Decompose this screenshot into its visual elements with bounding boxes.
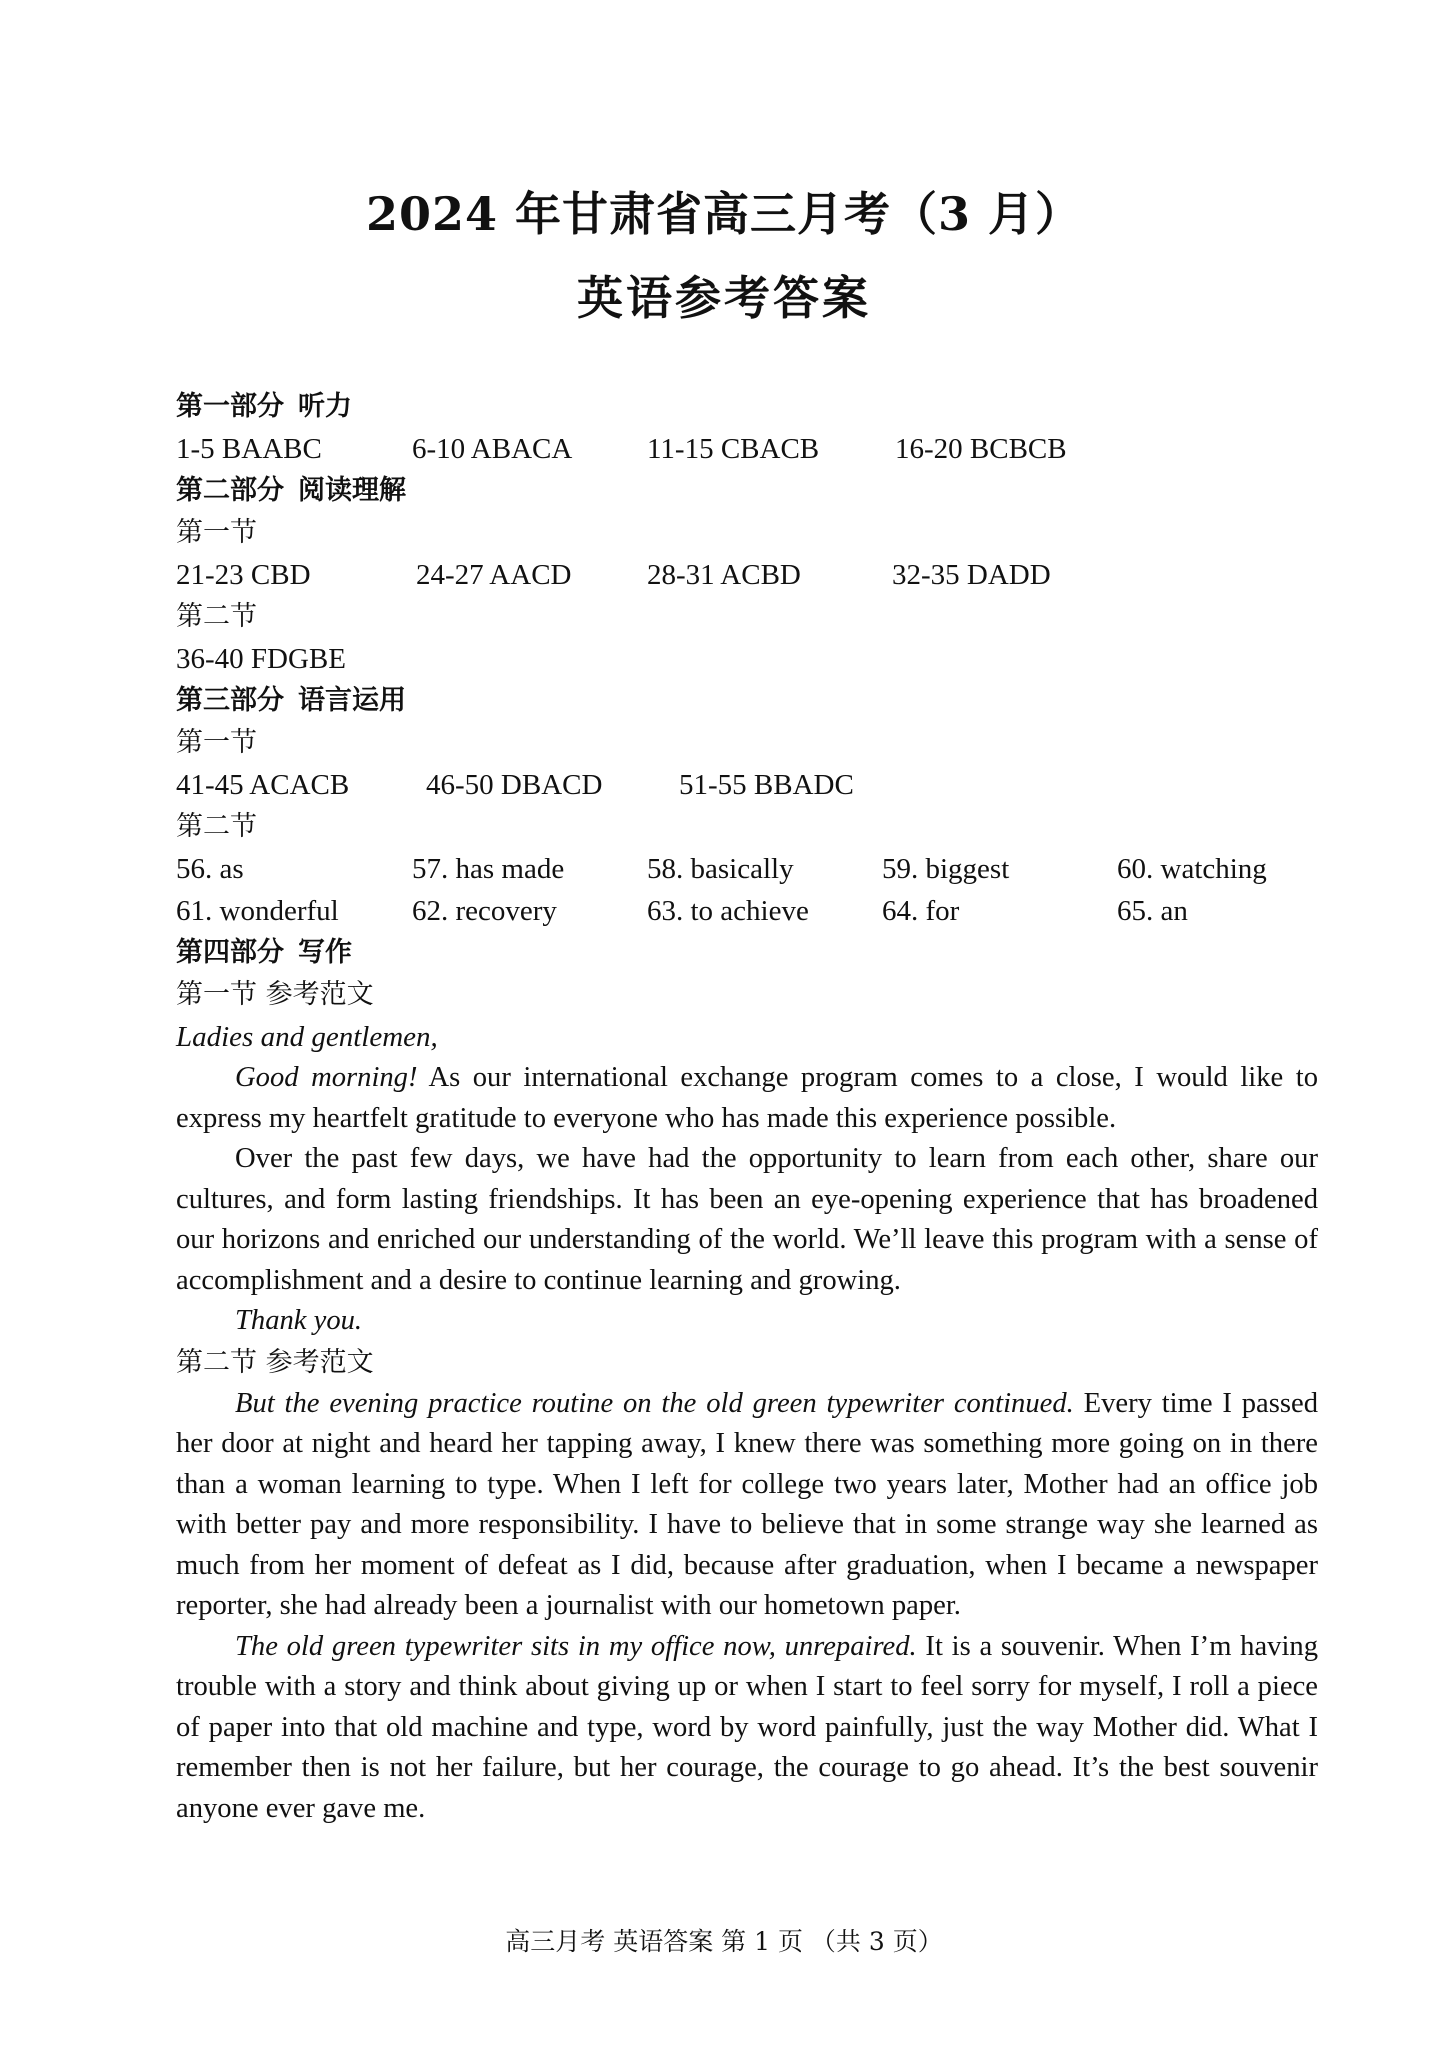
answer-item: 59. biggest xyxy=(882,853,1010,885)
answer-content xyxy=(176,386,1318,1829)
part2-section2-answers: 36-40 FDGBE xyxy=(176,643,346,675)
part2-heading: 第二部分 阅读理解 xyxy=(176,475,406,506)
answer-item: 60. watching xyxy=(1117,853,1267,885)
answer-item: 58. basically xyxy=(647,853,794,885)
answer-group: 6-10 ABACA xyxy=(412,433,573,465)
part3-section1-answers xyxy=(176,764,1318,806)
answer-group: 28-31 ACBD xyxy=(647,559,801,591)
part2-section2-label: 第二节 xyxy=(176,601,257,632)
answer-item: 63. to achieve xyxy=(647,895,809,927)
answer-group: 51-55 BBADC xyxy=(679,769,854,801)
essay2-paragraph1: But the evening practice routine on the old green typewriter continued. Every time I passed her door at night and heard her tapping away, I knew there was something more going on in there than a woman learning to type. When I left for college two years later, Mother had an office job with better pay and more responsibility. I have to believe that in some strange way she learned as much from her moment of defeat as I did, because after graduation, when I became a newspaper reporter, she had already been a journalist with our hometown paper. xyxy=(176,1387,1318,1621)
answer-group: 41-45 ACACB xyxy=(176,769,350,801)
part2-section1-label: 第一节 xyxy=(176,517,257,548)
answer-group: 24-27 AACD xyxy=(416,559,572,591)
essay-salutation: Ladies and gentlemen, xyxy=(176,1021,438,1053)
answer-group: 46-50 DBACD xyxy=(426,769,603,801)
answer-group: 16-20 BCBCB xyxy=(895,433,1067,465)
part3-heading: 第三部分 语言运用 xyxy=(176,685,406,716)
part2-section1-answers xyxy=(176,554,1318,596)
part3-section2-row1 xyxy=(176,848,1318,890)
essay2-paragraph2: The old green typewriter sits in my office now, unrepaired. It is a souvenir. When I’m having trouble with a story and think about giving up or when I start to feel sorry for myself, I roll a piece of paper into that old machine and type, word by word painfully, just the way Mother did. What I remember then is not her failure, but her courage, the courage to go ahead. It’s the best souvenir anyone ever gave me. xyxy=(176,1630,1318,1824)
page-title: 2024 年甘肃省高三月考（3 月） xyxy=(365,187,1083,241)
answer-item: 57. has made xyxy=(412,853,565,885)
answer-item: 56. as xyxy=(176,853,244,885)
answer-group: 32-35 DADD xyxy=(892,559,1051,591)
part3-section1-label: 第一节 xyxy=(176,727,257,758)
page-footer: 高三月考 英语答案 第 1 页 （共 3 页） xyxy=(505,1927,943,1956)
part3-section2-label: 第二节 xyxy=(176,811,257,842)
answer-item: 61. wonderful xyxy=(176,895,339,927)
part1-answers xyxy=(176,428,1318,470)
essay-closing: Thank you. xyxy=(235,1305,363,1336)
page-subtitle: 英语参考答案 xyxy=(577,271,871,325)
part4-section2-label: 第二节 参考范文 xyxy=(176,1346,374,1378)
answer-group: 11-15 CBACB xyxy=(647,433,820,465)
part3-section2-row2 xyxy=(176,890,1318,932)
answer-item: 64. for xyxy=(882,895,960,927)
answer-group: 21-23 CBD xyxy=(176,559,311,591)
essay1-paragraph1: Good morning! As our international exchange program comes to a close, I would like to express my heartfelt gratitude to everyone who has made this experience possible. xyxy=(176,1062,1318,1134)
answer-item: 62. recovery xyxy=(412,895,557,927)
part1-heading: 第一部分 听力 xyxy=(176,391,352,422)
essay1-paragraph2: Over the past few days, we have had the opportunity to learn from each other, share our cultures, and form lasting friendships. It has been an eye-opening experience that has broadened our horizons and enriched our understanding of the world. We’ll leave this program with a sense of accomplishment and a desire to continue learning and growing. xyxy=(176,1143,1318,1296)
answer-item: 65. an xyxy=(1117,895,1188,927)
part4-heading: 第四部分 写作 xyxy=(176,937,352,968)
answer-group: 1-5 BAABC xyxy=(176,433,322,465)
part4-section1-label: 第一节 参考范文 xyxy=(176,979,374,1010)
